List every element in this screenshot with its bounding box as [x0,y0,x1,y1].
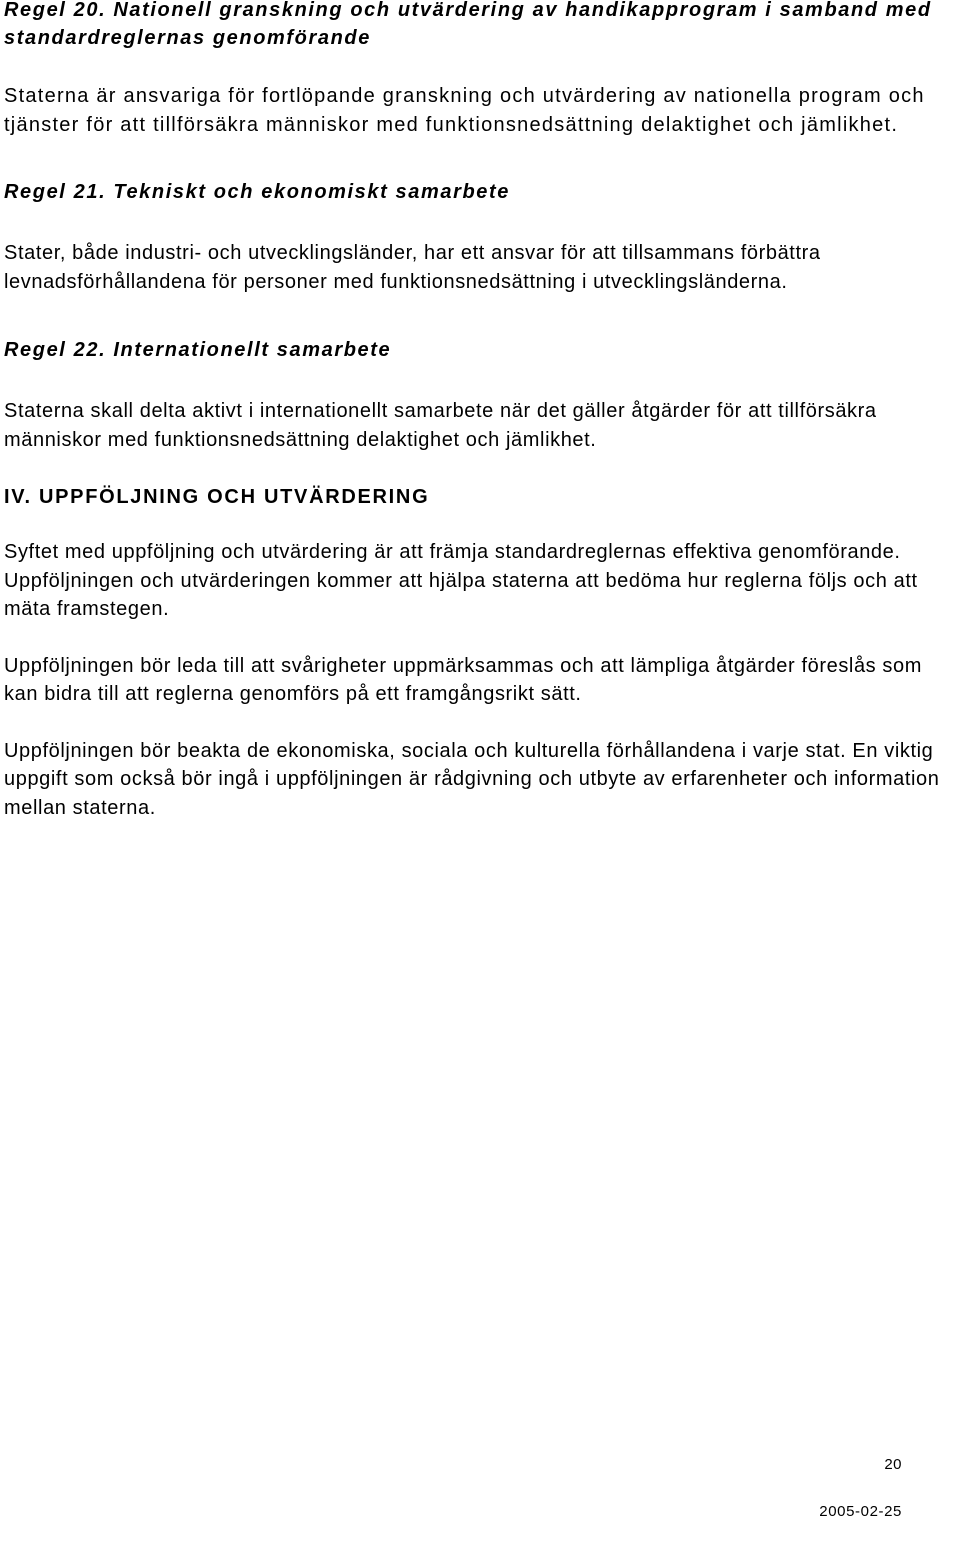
chapter-paragraph: Uppföljningen bör beakta de ekonomiska, sociala och kulturella förhållandena i varje stat. En viktig uppgift som också bör ingå i uppföljningen är rådgivning och utbyte av erfarenheter och information mellan staterna. [4,739,940,819]
chapter-paragraph: Syftet med uppföljning och utvärdering är att främja standardreglernas effektiva genomförande. Uppföljningen och utvärderingen kommer att hjälpa staterna att bedöma hur reglerna följs och att mäta framstegen. [4,541,918,620]
chapter-heading: IV. UPPFÖLJNING OCH UTVÄRDERING [4,486,430,508]
section-regel-20 [4,0,956,139]
chapter-paragraph: Uppföljningen bör leda till att svårigheter uppmärksammas och att lämpliga åtgärder föreslås som kan bidra till att reglerna genomförs på ett framgångsrikt sätt. [4,654,923,705]
footer-date: 2005-02-25 [819,1503,902,1520]
document-page [4,0,956,822]
section-heading: Regel 20. Nationell granskning och utvärdering av handikapprogram i samband med standardreglernas genomförande [4,0,932,49]
section-regel-22 [4,336,956,454]
section-paragraph: Staterna är ansvariga för fortlöpande granskning och utvärdering av nationella program och tjänster för att tillförsäkra människor med funktionsnedsättning delaktighet och jämlikhet. [4,85,925,136]
section-regel-21 [4,178,956,296]
section-heading: Regel 21. Tekniskt och ekonomiskt samarbete [4,181,511,203]
section-paragraph: Staterna skall delta aktivt i internationellt samarbete när det gäller åtgärder för att tillförsäkra människor med funktionsnedsättning delaktighet och jämlikhet. [4,400,877,451]
section-paragraph: Stater, både industri- och utvecklingsländer, har ett ansvar för att tillsammans förbättra levnadsförhållandena för personer med funktionsnedsättning i utvecklingsländerna. [4,242,821,293]
chapter-iv [4,483,956,822]
section-heading: Regel 22. Internationellt samarbete [4,339,392,361]
page-number: 20 [884,1456,902,1473]
